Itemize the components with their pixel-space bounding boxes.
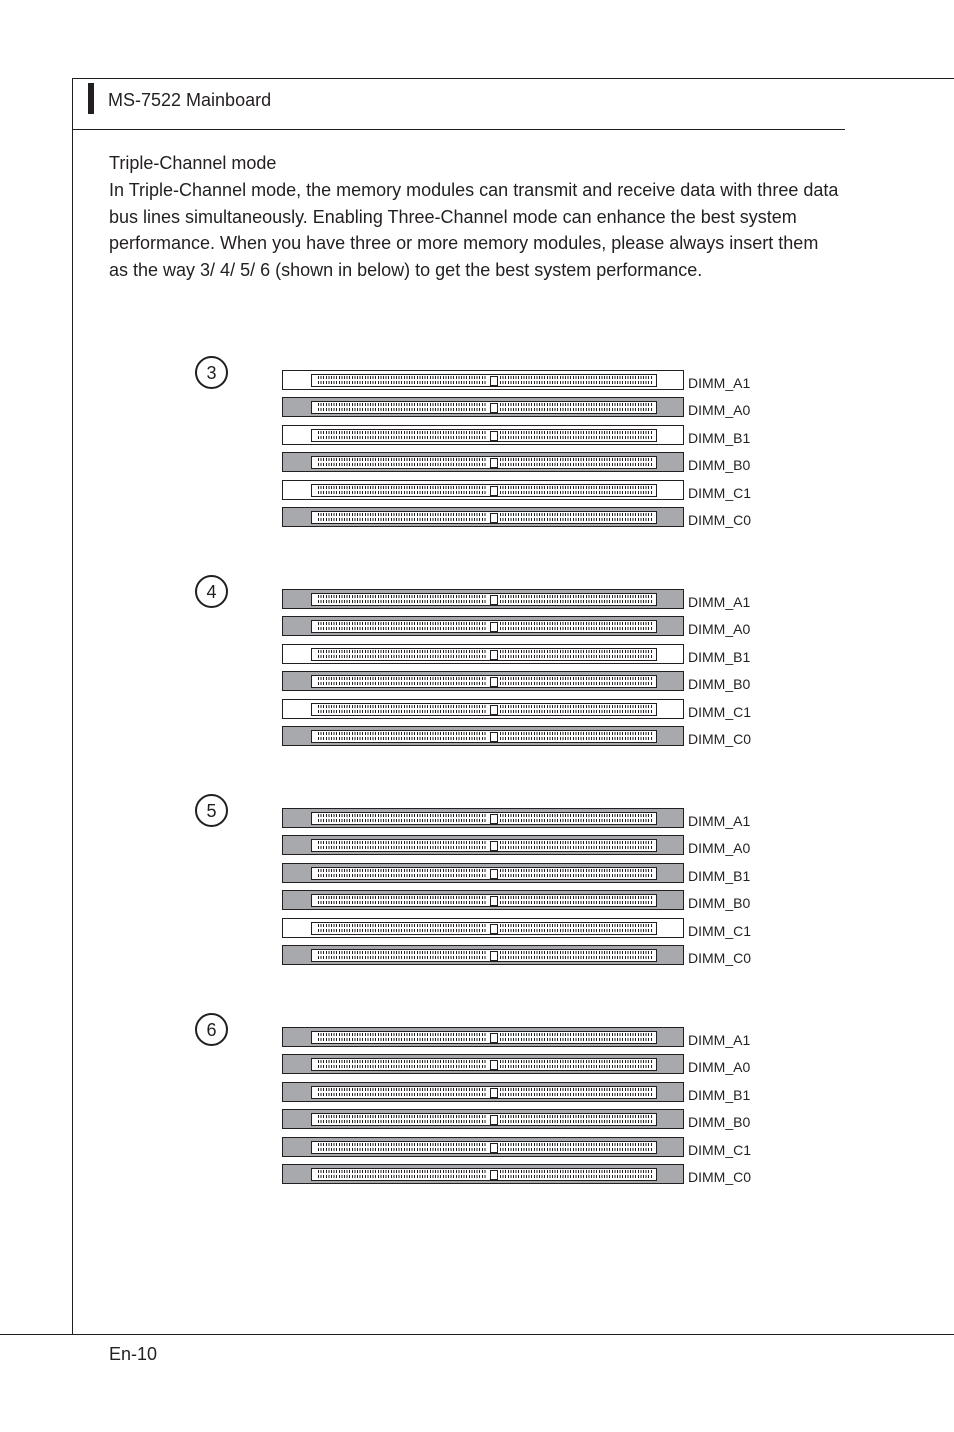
dimm-connector <box>311 593 657 606</box>
header-marker-bar <box>88 83 94 114</box>
dimm-slot <box>282 671 751 692</box>
dimm-pins-right <box>500 595 652 604</box>
dimm-slot <box>282 1109 751 1130</box>
header-title: MS-7522 Mainboard <box>108 90 272 110</box>
dimm-key-notch <box>490 1060 498 1070</box>
dimm-slot-label: DIMM_C1 <box>688 1142 752 1158</box>
dimm-connector <box>311 730 657 743</box>
dimm-connector <box>311 484 657 497</box>
dimm-connector <box>311 1058 657 1071</box>
dimm-pins-right <box>500 1115 652 1124</box>
dimm-slot <box>282 425 751 446</box>
dimm-pins-left <box>318 376 486 385</box>
dimm-slot-label: DIMM_A0 <box>688 621 751 637</box>
dimm-slot-label: DIMM_B0 <box>688 1114 751 1130</box>
dimm-connector <box>311 867 657 880</box>
dimm-connector <box>311 703 657 716</box>
dimm-pins-right <box>500 458 652 467</box>
dimm-pins-right <box>500 732 652 741</box>
dimm-key-notch <box>490 814 498 824</box>
dimm-connector <box>311 511 657 524</box>
dimm-pins-left <box>318 896 486 905</box>
dimm-pins-left <box>318 403 486 412</box>
dimm-pins-left <box>318 486 486 495</box>
dimm-connector <box>311 374 657 387</box>
dimm-key-notch <box>490 650 498 660</box>
dimm-pins-right <box>500 677 652 686</box>
dimm-slot-label: DIMM_A0 <box>688 1059 751 1075</box>
dimm-pins-right <box>500 1033 652 1042</box>
dimm-connector <box>311 1086 657 1099</box>
dimm-connector <box>311 812 657 825</box>
dimm-pins-left <box>318 677 486 686</box>
dimm-connector <box>311 1168 657 1181</box>
dimm-slot-label: DIMM_A0 <box>688 402 751 418</box>
dimm-slot-installed <box>282 835 684 855</box>
dimm-connector <box>311 922 657 935</box>
dimm-key-notch <box>490 595 498 605</box>
dimm-pins-right <box>500 622 652 631</box>
dimm-slot-label: DIMM_A1 <box>688 813 751 829</box>
config-5 <box>0 794 954 994</box>
dimm-key-notch <box>490 1170 498 1180</box>
dimm-slot-installed <box>282 397 684 417</box>
dimm-slot-label: DIMM_C1 <box>688 704 752 720</box>
dimm-pins-left <box>318 841 486 850</box>
dimm-slot-label: DIMM_C1 <box>688 485 752 501</box>
dimm-pins-right <box>500 896 652 905</box>
dimm-slot-label: DIMM_B0 <box>688 895 751 911</box>
dimm-slot-empty <box>282 699 684 719</box>
dimm-connector <box>311 648 657 661</box>
dimm-slot <box>282 644 751 665</box>
section-title: Triple-Channel mode <box>109 153 277 173</box>
section-body: In Triple-Channel mode, the memory modules can transmit and receive data with three data bus lines simultaneously. Enabling Three-Channel mode can enhance the best system performance. When you have three or more memory modules, please always insert them as the way 3/ 4/ 5/ 6 (shown in below) to get the best system performance. <box>109 180 839 280</box>
dimm-pins-left <box>318 431 486 440</box>
dimm-slot <box>282 1027 751 1048</box>
dimm-pins-left <box>318 732 486 741</box>
dimm-pins-left <box>318 705 486 714</box>
header-divider <box>72 129 845 130</box>
dimm-pins-right <box>500 1088 652 1097</box>
dimm-key-notch <box>490 458 498 468</box>
dimm-slot-installed <box>282 1027 684 1047</box>
dimm-slot-installed <box>282 890 684 910</box>
dimm-slot-installed <box>282 589 684 609</box>
dimm-connector <box>311 839 657 852</box>
dimm-pins-left <box>318 622 486 631</box>
dimm-slot-empty <box>282 644 684 664</box>
dimm-pins-right <box>500 869 652 878</box>
dimm-pins-right <box>500 1170 652 1179</box>
dimm-slot-label: DIMM_A0 <box>688 840 751 856</box>
config-3 <box>0 356 954 556</box>
dimm-slot-installed <box>282 1109 684 1129</box>
dimm-key-notch <box>490 431 498 441</box>
dimm-connector <box>311 1113 657 1126</box>
dimm-key-notch <box>490 622 498 632</box>
top-rule <box>72 78 954 79</box>
dimm-pins-left <box>318 458 486 467</box>
dimm-slot-label: DIMM_B0 <box>688 676 751 692</box>
dimm-slot-label: DIMM_C0 <box>688 731 752 747</box>
dimm-slot <box>282 397 751 418</box>
dimm-slot <box>282 1054 751 1075</box>
dimm-key-notch <box>490 705 498 715</box>
dimm-pins-right <box>500 1143 652 1152</box>
dimm-key-notch <box>490 951 498 961</box>
dimm-slot-installed <box>282 1164 684 1184</box>
dimm-connector <box>311 401 657 414</box>
dimm-key-notch <box>490 1115 498 1125</box>
dimm-slot <box>282 863 751 884</box>
dimm-key-notch <box>490 376 498 386</box>
dimm-connector <box>311 429 657 442</box>
dimm-slot <box>282 1164 752 1185</box>
dimm-key-notch <box>490 1033 498 1043</box>
dimm-key-notch <box>490 869 498 879</box>
dimm-slot-label: DIMM_C0 <box>688 950 752 966</box>
dimm-key-notch <box>490 486 498 496</box>
dimm-slot-installed <box>282 808 684 828</box>
dimm-slot-installed <box>282 1054 684 1074</box>
dimm-pins-left <box>318 595 486 604</box>
dimm-slot-installed <box>282 1082 684 1102</box>
page-number: En-10 <box>109 1344 158 1364</box>
config-6 <box>0 1013 954 1213</box>
dimm-slot-installed <box>282 507 684 527</box>
dimm-slot-empty <box>282 918 684 938</box>
dimm-pins-right <box>500 1060 652 1069</box>
dimm-pins-right <box>500 841 652 850</box>
dimm-slot-installed <box>282 945 684 965</box>
dimm-connector <box>311 675 657 688</box>
dimm-slot <box>282 1082 751 1103</box>
dimm-pins-right <box>500 650 652 659</box>
dimm-pins-left <box>318 951 486 960</box>
dimm-pins-left <box>318 1033 486 1042</box>
dimm-slot-label: DIMM_B0 <box>688 457 751 473</box>
dimm-pins-right <box>500 951 652 960</box>
dimm-slot-label: DIMM_B1 <box>688 430 751 446</box>
dimm-slot <box>282 452 751 473</box>
dimm-connector <box>311 949 657 962</box>
dimm-slot-label: DIMM_C0 <box>688 512 752 528</box>
dimm-connector <box>311 1141 657 1154</box>
config-number-badge: 6 <box>195 1013 228 1046</box>
config-number-badge: 3 <box>195 356 228 389</box>
dimm-slot <box>282 616 751 637</box>
dimm-slot-installed <box>282 671 684 691</box>
dimm-slot-empty <box>282 425 684 445</box>
config-4 <box>0 575 954 775</box>
dimm-pins-left <box>318 1060 486 1069</box>
dimm-pins-left <box>318 869 486 878</box>
dimm-slot <box>282 835 751 856</box>
dimm-pins-right <box>500 924 652 933</box>
dimm-slot-installed <box>282 452 684 472</box>
dimm-connector <box>311 1031 657 1044</box>
dimm-pins-right <box>500 705 652 714</box>
dimm-key-notch <box>490 403 498 413</box>
dimm-pins-right <box>500 814 652 823</box>
dimm-slot <box>282 480 752 501</box>
dimm-pins-left <box>318 513 486 522</box>
dimm-slot-label: DIMM_A1 <box>688 594 751 610</box>
dimm-slot <box>282 918 752 939</box>
dimm-slot-installed <box>282 726 684 746</box>
dimm-pins-right <box>500 431 652 440</box>
dimm-pins-left <box>318 1170 486 1179</box>
dimm-key-notch <box>490 896 498 906</box>
dimm-pins-right <box>500 486 652 495</box>
dimm-connector <box>311 894 657 907</box>
dimm-key-notch <box>490 924 498 934</box>
dimm-key-notch <box>490 732 498 742</box>
dimm-slot-empty <box>282 480 684 500</box>
dimm-slot <box>282 726 752 747</box>
dimm-pins-right <box>500 376 652 385</box>
dimm-connector <box>311 456 657 469</box>
dimm-slot <box>282 699 752 720</box>
dimm-pins-left <box>318 814 486 823</box>
dimm-slot-label: DIMM_B1 <box>688 649 751 665</box>
dimm-slot <box>282 890 751 911</box>
dimm-key-notch <box>490 1088 498 1098</box>
dimm-pins-left <box>318 650 486 659</box>
dimm-slot <box>282 589 751 610</box>
dimm-slot <box>282 1137 752 1158</box>
dimm-key-notch <box>490 677 498 687</box>
dimm-slot <box>282 945 752 966</box>
dimm-slot-installed <box>282 616 684 636</box>
dimm-slot-label: DIMM_B1 <box>688 1087 751 1103</box>
dimm-slot <box>282 808 751 829</box>
dimm-pins-left <box>318 924 486 933</box>
dimm-slot <box>282 507 752 528</box>
dimm-slot-label: DIMM_B1 <box>688 868 751 884</box>
config-number-badge: 4 <box>195 575 228 608</box>
dimm-pins-left <box>318 1143 486 1152</box>
config-number-badge: 5 <box>195 794 228 827</box>
dimm-slot-label: DIMM_A1 <box>688 375 751 391</box>
dimm-key-notch <box>490 841 498 851</box>
dimm-pins-left <box>318 1088 486 1097</box>
dimm-pins-left <box>318 1115 486 1124</box>
footer-rule <box>0 1334 954 1335</box>
dimm-slot-installed <box>282 863 684 883</box>
dimm-slot-label: DIMM_C1 <box>688 923 752 939</box>
dimm-pins-right <box>500 513 652 522</box>
dimm-slot-label: DIMM_C0 <box>688 1169 752 1185</box>
dimm-slot-label: DIMM_A1 <box>688 1032 751 1048</box>
dimm-slot <box>282 370 751 391</box>
dimm-connector <box>311 620 657 633</box>
dimm-key-notch <box>490 513 498 523</box>
dimm-pins-right <box>500 403 652 412</box>
dimm-slot-empty <box>282 370 684 390</box>
dimm-key-notch <box>490 1143 498 1153</box>
dimm-slot-installed <box>282 1137 684 1157</box>
